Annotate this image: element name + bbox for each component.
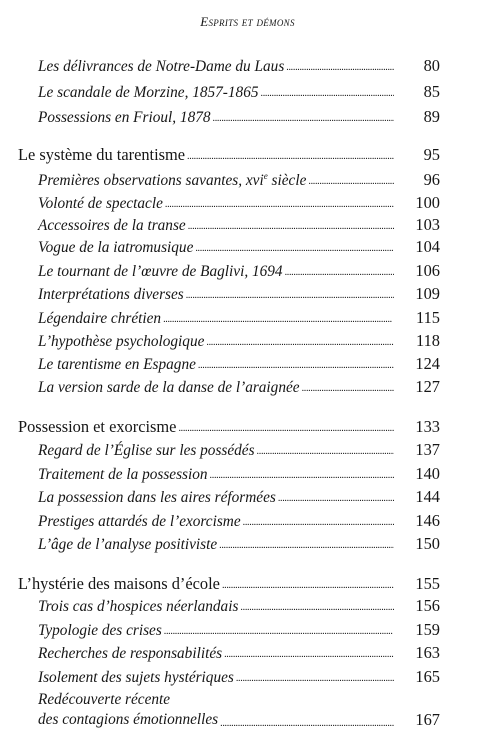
entry-title [38, 690, 218, 730]
page-number: 96 [423, 170, 440, 189]
century-superscript: e [263, 170, 268, 181]
dot-leader [188, 221, 394, 232]
dot-leader [257, 446, 394, 457]
dot-leader [222, 580, 394, 591]
entry-title-text: Vogue de la iatromusique [38, 239, 194, 256]
toc-section-entry [18, 574, 440, 598]
toc-subsection-entry [38, 170, 440, 194]
entry-title [18, 417, 176, 437]
toc-subsection-entry [38, 284, 440, 308]
entry-title-text: Regard de l’Église sur les possédés [38, 442, 255, 459]
dot-leader [286, 62, 394, 73]
entry-title-text: Le scandale de Morzine, 1857-1865 [38, 84, 259, 101]
dot-leader [224, 649, 394, 660]
entry-title-text: Prestiges attardés de l’exorcisme [38, 513, 241, 530]
page-number: 89 [423, 107, 440, 126]
dot-leader [236, 673, 394, 684]
dot-leader [278, 493, 394, 504]
entry-title [38, 58, 284, 76]
entry-title [38, 536, 217, 554]
entry-title-line2: des contagions émotionnelles [38, 711, 219, 728]
entry-title [38, 598, 238, 616]
dot-leader [163, 314, 394, 325]
entry-title [38, 217, 186, 235]
page-number: 127 [415, 377, 440, 396]
toc-subsection-entry [38, 690, 440, 730]
dot-leader [308, 176, 394, 187]
entry-title [38, 109, 211, 127]
entry-title-text: Le système du tarentisme [18, 145, 186, 164]
entry-title-line1: Redécouverte récente [38, 691, 171, 708]
toc-subsection-entry [38, 308, 440, 332]
entry-title [38, 622, 162, 640]
entry-title [38, 195, 163, 213]
dot-leader [198, 360, 394, 371]
entry-title [38, 84, 259, 102]
entry-title-text: Premières observations savantes, xvi [38, 172, 264, 189]
toc-subsection-entry [38, 215, 440, 239]
toc-subsection-entry [38, 464, 440, 488]
toc-subsection-entry [38, 487, 440, 511]
entry-title [38, 442, 255, 460]
toc-subsection-entry [38, 354, 440, 378]
entry-title-text: Isolement des sujets hystériques [38, 669, 234, 686]
page-number: 167 [415, 710, 440, 729]
page-number: 95 [423, 145, 440, 164]
page-number: 80 [423, 56, 440, 75]
toc-subsection-entry [38, 534, 440, 558]
entry-title-text: Accessoires de la transe [38, 217, 186, 234]
dot-leader [243, 517, 394, 528]
page-number: 103 [415, 215, 440, 234]
entry-title [38, 356, 196, 374]
toc-subsection-entry [38, 237, 440, 261]
toc-subsection-entry [38, 107, 440, 131]
toc-subsection-entry [38, 56, 440, 80]
page-number: 137 [415, 440, 440, 459]
toc-section-entry [18, 145, 440, 169]
entry-title [38, 669, 234, 687]
toc-subsection-entry [38, 193, 440, 217]
entry-title-text: Le tournant de l’œuvre de Baglivi, 1694 [38, 263, 283, 280]
running-header: Esprits et démons [200, 14, 295, 29]
page-number: 104 [415, 237, 440, 256]
page-number: 109 [415, 284, 440, 303]
dot-leader [285, 267, 394, 278]
page-number: 115 [416, 308, 440, 327]
entry-title [38, 239, 193, 257]
entry-title [38, 333, 204, 351]
entry-title-text: Le tarentisme en Espagne [38, 356, 196, 373]
dot-leader [206, 337, 394, 348]
entry-title-text: L’âge de l’analyse positiviste [38, 536, 218, 553]
entry-title-text: Les délivrances de Notre-Dame du Laus [38, 58, 285, 75]
dot-leader [195, 243, 394, 254]
entry-title-text: Traitement de la possession [38, 466, 208, 483]
page-number: 146 [415, 511, 440, 530]
entry-title-text: Typologie des crises [38, 622, 162, 639]
entry-title-text: Possession et exorcisme [18, 417, 177, 436]
page-number: 124 [415, 354, 440, 373]
dot-leader [186, 290, 394, 301]
entry-title [38, 379, 300, 397]
dot-leader [240, 602, 394, 613]
entry-title [38, 466, 208, 484]
toc-subsection-entry [38, 643, 440, 667]
dot-leader [220, 718, 394, 729]
page-number: 163 [415, 643, 440, 662]
page-number: 155 [415, 574, 440, 593]
page-number: 165 [415, 667, 440, 686]
toc-subsection-entry [38, 596, 440, 620]
toc-subsection-entry [38, 331, 440, 355]
entry-title [38, 489, 276, 507]
entry-title-text: Trois cas d’hospices néerlandais [38, 598, 239, 615]
dot-leader [210, 470, 394, 481]
dot-leader [219, 540, 394, 551]
entry-title-text: Volonté de spectacle [38, 195, 163, 212]
entry-title-text: Possessions en Frioul, 1878 [38, 109, 211, 126]
dot-leader [213, 113, 394, 124]
page-number: 144 [415, 487, 440, 506]
dot-leader [178, 423, 394, 434]
entry-title-text: Légendaire chrétien [38, 310, 162, 327]
toc-subsection-entry [38, 620, 440, 644]
page-number: 100 [415, 193, 440, 212]
toc-section-entry [18, 417, 440, 441]
entry-title-suffix: siècle [267, 172, 307, 189]
entry-title [38, 310, 161, 328]
entry-title [38, 286, 184, 304]
entry-title-text: Interprétations diverses [38, 286, 184, 303]
page-number: 85 [423, 82, 440, 101]
dot-leader [261, 88, 395, 99]
toc-subsection-entry [38, 261, 440, 285]
toc-subsection-entry [38, 377, 440, 401]
entry-title [18, 145, 185, 165]
toc-subsection-entry [38, 440, 440, 464]
entry-title-text: L’hypothèse psychologique [38, 333, 205, 350]
entry-title-text: La possession dans les aires réformées [38, 489, 276, 506]
page-number: 106 [415, 261, 440, 280]
toc-subsection-entry [38, 82, 440, 106]
dot-leader [165, 199, 394, 210]
toc-subsection-entry [38, 667, 440, 691]
page-number: 159 [415, 620, 440, 639]
dot-leader [187, 151, 394, 162]
page-number: 140 [415, 464, 440, 483]
entry-title [38, 171, 306, 190]
entry-title-text: La version sarde de la danse de l’araignée [38, 379, 300, 396]
page-number: 150 [415, 534, 440, 553]
dot-leader [164, 626, 394, 637]
entry-title-text: Recherches de responsabilités [38, 645, 223, 662]
entry-title-text: L’hystérie des maisons d’école [18, 574, 220, 593]
entry-title [38, 263, 283, 281]
page-number: 156 [415, 596, 440, 615]
page-number: 118 [416, 331, 440, 350]
entry-title [18, 574, 220, 594]
dot-leader [302, 383, 394, 394]
page-number: 133 [415, 417, 440, 436]
entry-title [38, 513, 241, 531]
toc-subsection-entry [38, 511, 440, 535]
entry-title [38, 645, 222, 663]
